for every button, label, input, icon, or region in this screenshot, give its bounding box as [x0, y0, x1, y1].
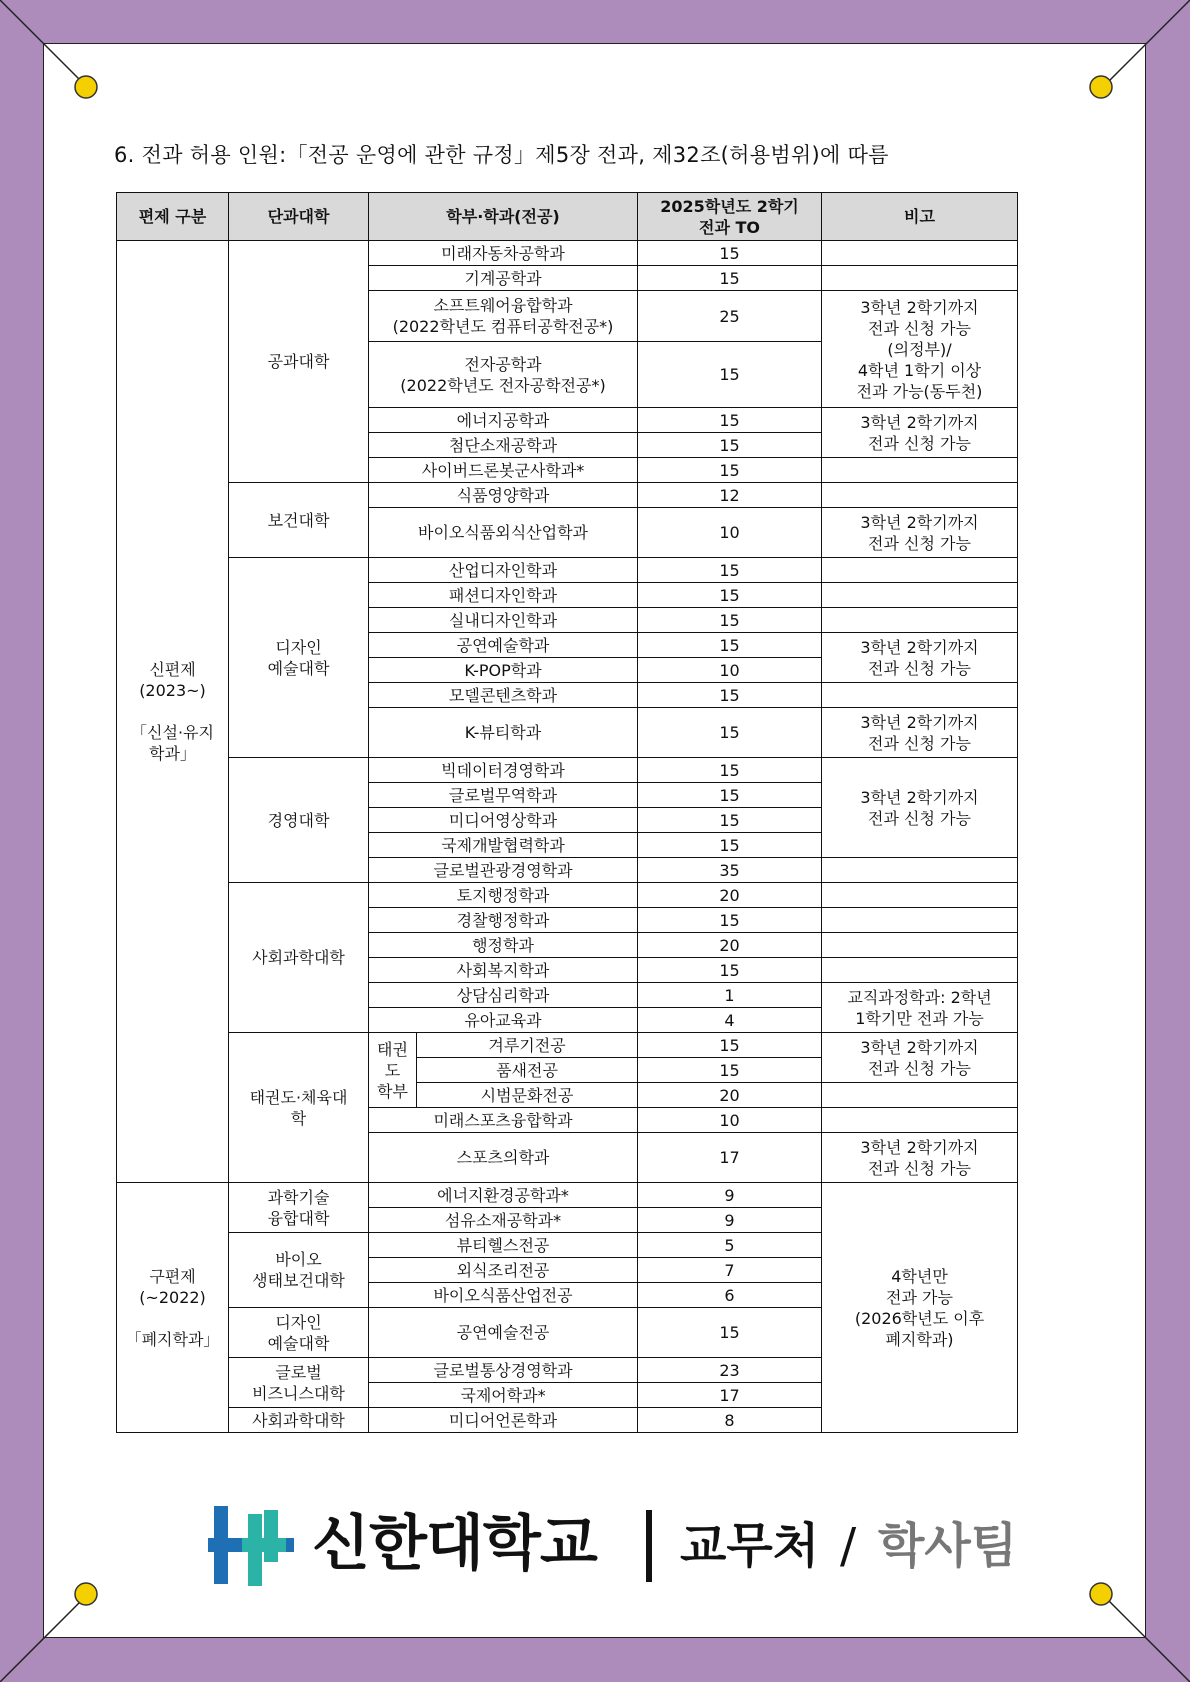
to-cell: 15: [638, 808, 822, 833]
dept-cell: K-POP학과: [369, 658, 638, 683]
dept-cell: 첨단소재공학과: [369, 433, 638, 458]
note-cell: [822, 933, 1018, 958]
dept-cell: 국제개발협력학과: [369, 833, 638, 858]
dept-cell: 빅데이터경영학과: [369, 758, 638, 783]
logo-separator: /: [840, 1518, 857, 1574]
to-cell: 15: [638, 908, 822, 933]
pin-icon: [1090, 76, 1112, 98]
to-cell: 23: [638, 1358, 822, 1383]
header-dept: 학부·학과(전공): [369, 193, 638, 241]
to-cell: 7: [638, 1258, 822, 1283]
to-cell: 15: [638, 458, 822, 483]
dept-cell: 글로벌관광경영학과: [369, 858, 638, 883]
dept-cell: 기계공학과: [369, 266, 638, 291]
note-cell: 3학년 2학기까지 전과 신청 가능: [822, 1033, 1018, 1083]
to-cell: 17: [638, 1133, 822, 1183]
to-cell: 6: [638, 1283, 822, 1308]
dept-cell: 경찰행정학과: [369, 908, 638, 933]
logo-divider: [646, 1510, 652, 1582]
to-cell: 15: [638, 241, 822, 266]
note-cell: [822, 883, 1018, 908]
dept-cell: 모델콘텐츠학과: [369, 683, 638, 708]
to-cell: 25: [638, 291, 822, 342]
to-cell: 20: [638, 933, 822, 958]
note-cell: [822, 558, 1018, 583]
header-system: 편제 구분: [117, 193, 229, 241]
logo-office-name: 교무처: [680, 1518, 820, 1574]
to-cell: 15: [638, 408, 822, 433]
college-global-business: 글로벌 비즈니스대학: [229, 1358, 369, 1408]
note-cell: [822, 583, 1018, 608]
dept-cell: 외식조리전공: [369, 1258, 638, 1283]
to-cell: 15: [638, 608, 822, 633]
table-row: [117, 483, 1018, 508]
to-cell: 15: [638, 1308, 822, 1358]
dept-cell: 실내디자인학과: [369, 608, 638, 633]
dept-cell: K-뷰티학과: [369, 708, 638, 758]
note-cell: [822, 458, 1018, 483]
to-cell: 15: [638, 708, 822, 758]
to-cell: 15: [638, 833, 822, 858]
logo-team-name: 학사팀: [878, 1518, 1018, 1574]
table-row: [117, 1183, 1018, 1208]
note-cell: 3학년 2학기까지 전과 신청 가능: [822, 633, 1018, 683]
dept-cell: 뷰티헬스전공: [369, 1233, 638, 1258]
dept-cell: 에너지공학과: [369, 408, 638, 433]
to-cell: 15: [638, 342, 822, 408]
dept-cell: 품새전공: [417, 1058, 638, 1083]
table-header-row: [117, 193, 1018, 241]
note-cell: [822, 1083, 1018, 1108]
section-heading: 6. 전과 허용 인원:「전공 운영에 관한 규정」제5장 전과, 제32조(허용범위)에 따름: [114, 143, 889, 167]
note-cell: [822, 958, 1018, 983]
logo-university-name: 신한대학교: [312, 1509, 597, 1579]
dept-cell: 토지행정학과: [369, 883, 638, 908]
college-design-old: 디자인 예술대학: [229, 1308, 369, 1358]
pin-icon: [75, 1583, 97, 1605]
college-taekwondo: 태권도·체육대 학: [229, 1033, 369, 1183]
note-cell: 3학년 2학기까지 전과 신청 가능: [822, 1133, 1018, 1183]
note-cell: [822, 266, 1018, 291]
note-cell: [822, 683, 1018, 708]
to-cell: 15: [638, 558, 822, 583]
note-cell: 교직과정학과: 2학년 1학기만 전과 가능: [822, 983, 1018, 1033]
college-science-tech: 과학기술 융합대학: [229, 1183, 369, 1233]
note-cell: 3학년 2학기까지 전과 신청 가능: [822, 508, 1018, 558]
college-design: 디자인 예술대학: [229, 558, 369, 758]
dept-cell: 산업디자인학과: [369, 558, 638, 583]
dept-cell: 소프트웨어융합학과 (2022학년도 컴퓨터공학전공*): [369, 291, 638, 342]
table-row: [117, 558, 1018, 583]
note-cell: [822, 1108, 1018, 1133]
dept-cell: 글로벌무역학과: [369, 783, 638, 808]
header-to: 2025학년도 2학기 전과 TO: [638, 193, 822, 241]
note-cell: 3학년 2학기까지 전과 신청 가능: [822, 758, 1018, 858]
table-row: [117, 1033, 1018, 1058]
to-cell: 10: [638, 1108, 822, 1133]
note-cell: [822, 908, 1018, 933]
dept-cell: 전자공학과 (2022학년도 전자공학전공*): [369, 342, 638, 408]
table-row: [117, 883, 1018, 908]
dept-cell: 미래스포츠융합학과: [369, 1108, 638, 1133]
to-cell: 10: [638, 658, 822, 683]
to-cell: 5: [638, 1233, 822, 1258]
dept-cell: 시범문화전공: [417, 1083, 638, 1108]
note-cell: [822, 608, 1018, 633]
dept-cell: 미디어언론학과: [369, 1408, 638, 1433]
to-cell: 15: [638, 266, 822, 291]
dept-cell: 식품영양학과: [369, 483, 638, 508]
note-cell: 3학년 2학기까지 전과 신청 가능 (의정부)/ 4학년 1학기 이상 전과 가능(동두천): [822, 291, 1018, 408]
dept-cell: 스포츠의학과: [369, 1133, 638, 1183]
pin-icon: [1090, 1583, 1112, 1605]
note-cell: 3학년 2학기까지 전과 신청 가능: [822, 708, 1018, 758]
dept-cell: 사회복지학과: [369, 958, 638, 983]
dept-cell: 섬유소재공학과*: [369, 1208, 638, 1233]
to-cell: 10: [638, 508, 822, 558]
note-cell: [822, 241, 1018, 266]
to-cell: 15: [638, 783, 822, 808]
college-health: 보건대학: [229, 483, 369, 558]
note-cell: 4학년만 전과 가능 (2026학년도 이후 폐지학과): [822, 1183, 1018, 1433]
college-social-science: 사회과학대학: [229, 883, 369, 1033]
dept-cell: 겨루기전공: [417, 1033, 638, 1058]
dept-cell: 국제어학과*: [369, 1383, 638, 1408]
dept-cell: 에너지환경공학과*: [369, 1183, 638, 1208]
shinhan-emblem-icon: [208, 1500, 294, 1588]
dept-cell: 행정학과: [369, 933, 638, 958]
to-cell: 15: [638, 958, 822, 983]
to-cell: 4: [638, 1008, 822, 1033]
dept-cell: 공연예술전공: [369, 1308, 638, 1358]
header-note: 비고: [822, 193, 1018, 241]
dept-cell: 바이오식품산업전공: [369, 1283, 638, 1308]
note-cell: [822, 858, 1018, 883]
to-cell: 15: [638, 1033, 822, 1058]
dept-cell: 공연예술학과: [369, 633, 638, 658]
to-cell: 15: [638, 633, 822, 658]
college-engineering: 공과대학: [229, 241, 369, 483]
dept-cell: 미디어영상학과: [369, 808, 638, 833]
table-row: [117, 758, 1018, 783]
dept-cell: 바이오식품외식산업학과: [369, 508, 638, 558]
to-cell: 15: [638, 683, 822, 708]
note-cell: 3학년 2학기까지 전과 신청 가능: [822, 408, 1018, 458]
university-logo: [208, 1500, 1018, 1588]
dept-cell: 유아교육과: [369, 1008, 638, 1033]
transfer-quota-table: [116, 192, 1018, 1433]
college-social-old: 사회과학대학: [229, 1408, 369, 1433]
college-business: 경영대학: [229, 758, 369, 883]
dept-cell: 글로벌통상경영학과: [369, 1358, 638, 1383]
to-cell: 17: [638, 1383, 822, 1408]
note-cell: [822, 483, 1018, 508]
header-college: 단과대학: [229, 193, 369, 241]
college-bio-eco-health: 바이오 생태보건대학: [229, 1233, 369, 1308]
to-cell: 9: [638, 1208, 822, 1233]
to-cell: 20: [638, 883, 822, 908]
to-cell: 9: [638, 1183, 822, 1208]
to-cell: 15: [638, 1058, 822, 1083]
to-cell: 12: [638, 483, 822, 508]
to-cell: 20: [638, 1083, 822, 1108]
dept-cell: 미래자동차공학과: [369, 241, 638, 266]
dept-cell: 패션디자인학과: [369, 583, 638, 608]
dept-cell: 상담심리학과: [369, 983, 638, 1008]
to-cell: 1: [638, 983, 822, 1008]
to-cell: 35: [638, 858, 822, 883]
group-old: 구편제 (~2022) 「폐지학과」: [117, 1183, 229, 1433]
taekwondo-division: 태권도 학부: [369, 1033, 417, 1108]
to-cell: 8: [638, 1408, 822, 1433]
to-cell: 15: [638, 583, 822, 608]
to-cell: 15: [638, 758, 822, 783]
pin-icon: [75, 76, 97, 98]
dept-cell: 사이버드론봇군사학과*: [369, 458, 638, 483]
to-cell: 15: [638, 433, 822, 458]
group-new: 신편제 (2023~) 「신설·유지 학과」: [117, 241, 229, 1183]
table-row: [117, 241, 1018, 266]
